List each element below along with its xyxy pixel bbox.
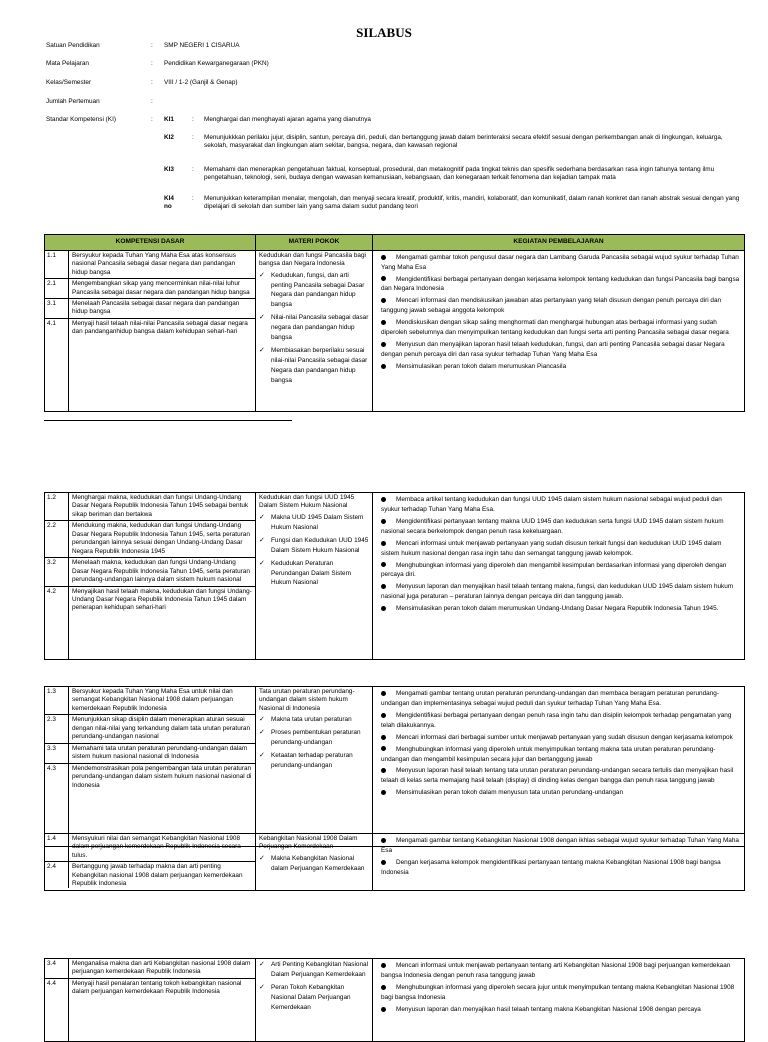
- header-kegiatan: KEGIATAN PEMBELAJARAN: [373, 235, 745, 251]
- bullet-icon: [381, 1007, 386, 1012]
- kegiatan-text: Membaca artikel tentang kedudukan dan fungsi UUD 1945 dalam sistem hukum nasional sebagai wujud peduli dan syukur terhadap Tuhan Yang Maha Esa.: [381, 496, 722, 513]
- page-title: SILABUS: [356, 25, 412, 40]
- kd-number: 1.3: [45, 687, 69, 714]
- kd-cell: [45, 687, 256, 847]
- kd-cell: [45, 959, 256, 1042]
- meta-colon: :: [151, 79, 153, 86]
- materi-item: ✓ Makna tata urutan peraturan: [259, 715, 369, 725]
- kd-number: 1.4: [45, 834, 69, 861]
- kegiatan-text: Mendiskusikan dengan sikap saling menghormati dan menghargai hubungan atas berbagai informasi yang sudah diperoleh sebelumnya dan menyimpulkan tentang kedudukan dan fungsi serta arti penting Pancasila sebagai dasar negara: [381, 319, 729, 337]
- kegiatan-item: [376, 318, 741, 338]
- kd-cell: [45, 834, 256, 891]
- kegiatan-text: Mengamati gambar tentang urutan peraturan perundang-undangan dan membaca beragam peraturan perundang-undangan dan implementasinya sebagai wujud peduli dan syukur terhadap Tuhan Yang Maha Esa.: [381, 690, 719, 707]
- kd-cell: [45, 493, 256, 660]
- kegiatan-item: [376, 1005, 741, 1015]
- kd-number: 2.2: [45, 521, 69, 557]
- kd-number: 4.2: [45, 587, 69, 659]
- table-row: [45, 687, 745, 847]
- table-row: [45, 959, 745, 1042]
- kd-item: [45, 558, 255, 586]
- meta-label: Satuan Pendidikan: [46, 42, 100, 49]
- ki-text: Menghargai dan menghayati ajaran agama yang dianutnya: [204, 116, 371, 123]
- kegiatan-item: [376, 495, 741, 515]
- header-materi-pokok: MATERI POKOK: [256, 235, 373, 251]
- kd-number: 2.3: [45, 715, 69, 742]
- kegiatan-item: [376, 836, 741, 856]
- kd-item: [45, 279, 255, 299]
- page-divider: [44, 420, 292, 421]
- kegiatan-text: Menyusun laporan dan menyajikan hasil telaah tentang makna, fungsi, dan kedudukan UUD 1945 dalam sistem hukum nasional juga peraturan – peraturan lainnya dengan percaya diri dan tanggung jawab.: [381, 583, 734, 601]
- kegiatan-item: [376, 858, 741, 878]
- ki-text: Menunjukkan keterampilan menalar, mengolah, dan menyaji secara kreatif, produktif, kritis, mandiri, kolaboratif, dan komunikatif, dalam ranah konkret dan ranah abstrak sesuai dengan yang dipelajari di sekolah dan sumber lain yang sama dalam sudut pandang teori: [204, 195, 740, 211]
- ki-code: KI3: [164, 166, 174, 173]
- bullet-icon: [381, 838, 386, 843]
- kegiatan-text: Mensimulasikan peran tokoh dalam merumuskan Undang-Undang Dasar Negara Republik Indonesia Tahun 1945.: [396, 605, 719, 613]
- bullet-icon: [381, 985, 386, 990]
- bullet-icon: [381, 606, 386, 611]
- kd-item: [45, 493, 255, 521]
- kegiatan-text: Mengidentifikasi berbagai pertanyaan dengan penuh rasa ingin tahu dan disiplin kelompok terhadap pengamatan yang telah dilakukannya.: [381, 711, 732, 729]
- materi-item: ✓ Arti Penting Kebangkitan Nasional Dalam Perjuangan Kemerdekaan: [259, 960, 369, 980]
- kegiatan-text: Mencari informasi dan mendiskusikan jawaban atas pertanyaan yang telah disusun dengan penuh percaya diri dan tanggung jawab sebagai anggota kelompok: [381, 297, 722, 315]
- materi-heading: Kedudukan dan fungsi UUD 1945 Dalam Sistem Hukum Nasional: [259, 494, 355, 510]
- kd-text: Menyajikan hasil telaah makna, kedudukan dan fungsi Undang-Undang Dasar Negara Republik Indonesia Tahun 1945 dalam penerapan kehidupan sehari-hari: [72, 587, 252, 612]
- meta-colon: :: [151, 98, 153, 105]
- meta-label: Standar Kompetensi (KI): [46, 116, 116, 123]
- kd-item: [45, 834, 255, 862]
- kegiatan-text: Menyusun dan menyajikan laporan hasil telaah kedudukan, fungsi, dan arti penting Pancasila sebagai dasar Negara dengan penuh percaya diri dan rasa syukur terhadap Tuhan Yang Maha Esa: [381, 341, 725, 358]
- kd-number: 4.3: [45, 764, 69, 846]
- kd-item: [45, 715, 255, 743]
- materi-item: ✓ Nilai-nilai Pancasila sebagai dasar negara dan pandangan hidup bangsa: [259, 313, 369, 343]
- kegiatan-text: Menghubungkan informasi yang diperoleh dan mengambil kesimpulan berdasarkan informasi yang diperoleh dengan percaya diri.: [381, 561, 727, 579]
- kd-text: Menyaji hasil penalaran tentang tokoh kebangkitan nasional dalam perjuangan kemerdekaan Republik Indonesia: [72, 979, 242, 996]
- meta-value: SMP NEGERI 1 CISARUA: [164, 42, 240, 49]
- bullet-icon: [381, 320, 386, 325]
- kd-number: 3.1: [45, 299, 69, 318]
- kegiatan-item: [376, 582, 741, 602]
- materi-heading: Kedudukan dan fungsi Pancasila bagi bangsa dan Negara Indonesia: [259, 251, 366, 268]
- syllabus-table-1: [44, 234, 745, 412]
- kd-text: Mendemonstrasikan pola pengembangan tata urutan peraturan perundang-undangan dalam sistem hukum nasional nasional di Indonesia: [72, 764, 252, 789]
- kegiatan-text: Menyusun laporan hasil telaah tentang tata urutan peraturan perundang-undangan secara tertulis dan menyajikan hasil telaah di kelas serta memajang hasil telaah (display) di dinding kelas dengan bangga dan penuh rasa tanggung jawab: [381, 767, 734, 785]
- materi-cell: [256, 687, 373, 847]
- meta-colon: :: [151, 42, 153, 49]
- kd-number: 3.2: [45, 558, 69, 585]
- meta-label: Kelas/Semester: [46, 79, 92, 86]
- kd-number: 1.2: [45, 493, 69, 520]
- kegiatan-text: Menghubungkan informasi yang diperoleh untuk menyimpulkan tentang makna tata urutan peraturan perundang-undangan dan mengambil kesimpulan secara jujur dan bertanggung jawab: [381, 745, 716, 763]
- bullet-icon: [381, 541, 386, 546]
- meta-label: Mata Pelajaran: [46, 60, 89, 67]
- ki-colon: :: [192, 116, 194, 123]
- kd-item: [45, 299, 255, 319]
- bullet-icon: [381, 691, 386, 696]
- bullet-icon: [381, 860, 386, 865]
- materi-heading: Tata urutan peraturan perundang-undangan dalam sistem hukum Nasional di Indonesia: [259, 688, 355, 712]
- materi-cell: [256, 834, 373, 891]
- kegiatan-item: [376, 275, 741, 295]
- ki-code-main: KI4: [164, 195, 174, 202]
- kegiatan-item: [376, 296, 741, 316]
- ki-code: KI2: [164, 134, 174, 141]
- materi-cell: [256, 493, 373, 660]
- kegiatan-text: Mensimulasikan peran tokoh dalam merumuskan Piancasila: [396, 362, 567, 370]
- kegiatan-item: [376, 689, 741, 709]
- materi-cell: [256, 959, 373, 1042]
- meta-colon: :: [151, 60, 153, 67]
- syllabus-table-2: [44, 492, 745, 660]
- materi-heading: Kebangkitan Nasional 1908 Dalam Perjuangan Kemerdekaan: [259, 835, 358, 851]
- kd-item: [45, 251, 255, 279]
- kegiatan-text: Mencari informasi untuk menjawab pertanyaan tentang arti Kebangkitan Nasional 1908 bagi perjuangan kemerdekaan bangsa Indonesia dengan penuh rasa tanggung jawab: [381, 962, 731, 979]
- kd-number: 2.4: [45, 862, 69, 888]
- kd-item: [45, 979, 255, 1041]
- meta-value: VIII / 1-2 (Ganjil & Genap): [164, 79, 238, 86]
- kegiatan-text: Menghubungkan informasi yang diperoleh secara jujur untuk menyimpulkan tentang makna Kebangkitan Nasional 1908 bagi bangsa Indonesia: [381, 983, 735, 1001]
- kegiatan-item: [376, 983, 741, 1003]
- kegiatan-item: [376, 561, 741, 581]
- meta-value: Pendidikan Kewarganegaraan (PKN): [164, 60, 269, 67]
- bullet-icon: [381, 963, 386, 968]
- materi-item: ✓ Ketaatan terhadap peraturan perundang-undangan: [259, 751, 369, 771]
- kegiatan-text: Mengamati gambar tokoh pengusul dasar negara dan Lambang Garuda Pancasila sebagai wujud syukur terhadap Tuhan Yang Maha Esa: [381, 253, 739, 271]
- kegiatan-text: Mencari informasi untuk menjawab pertanyaan yang sudah disusun terkait fungsi dan kedudukan UUD 1945 dalam sistem hukum nasional dengan rasa ingin tahu dan semangat tanggung jawab kelompok.: [381, 539, 722, 557]
- ki-code: KI1: [164, 116, 174, 123]
- kd-item: [45, 862, 255, 889]
- ki-text: Memahami dan menerapkan pengetahuan faktual, konseptual, prosedural, dan metakognitif pada tingkat teknis dan spesifik sederhana berdasarkan rasa ingin tahunya tentang ilmu pengetahuan, teknologi, seni, budaya dengan wawasan kemanusiaan, kebangsaan, dan kenegaraan terkait fenomena dan kejadian tampak mata: [204, 166, 715, 182]
- kegiatan-item: [376, 340, 741, 360]
- kegiatan-item: [376, 961, 741, 981]
- materi-item: ✓ Membiasakan berperilaku sesuai nilai-nilai Pancasila sebagai dasar Negara dan pandangan hidup bangsa: [259, 346, 369, 386]
- materi-item: ✓ Makna Kebangkitan Nasional dalam Perjuangan Kemerdekaan: [259, 854, 369, 874]
- bullet-icon: [381, 276, 386, 281]
- bullet-icon: [381, 584, 386, 589]
- kegiatan-text: Mengamati gambar tentang Kebangkitan Nasional 1908 dengan ikhlas sebagai wujud syukur terhadap Tuhan Yang Maha Esa: [381, 837, 739, 854]
- kegiatan-item: [376, 517, 741, 537]
- ki-code: [164, 195, 174, 212]
- ki-text: Menunjukkkan perilaku jujur, disiplin, santun, percaya diri, peduli, dan bertanggung jawab dalam berinteraksi secara efektif sesuai dengan perkembangan anak di lingkungan, keluarga, sekolah, masyarakat dan lingkungan alam sekitar, bangsa, negara, dan kawasan regional: [204, 134, 723, 150]
- kd-item: [45, 521, 255, 558]
- bullet-icon: [381, 519, 386, 524]
- kd-item: [45, 587, 255, 659]
- kegiatan-item: [376, 253, 741, 273]
- kegiatan-cell: [373, 687, 745, 847]
- kegiatan-item: [376, 766, 741, 786]
- syllabus-table-3: [44, 686, 745, 847]
- kegiatan-text: Mensimulasikan peran tokoh dalam menyusun tata urutan perundang-undangan: [396, 789, 624, 797]
- kegiatan-text: Menyusun laporan dan menyajikan hasil telaah tentang makna Kebangkitan Nasional 1908 dengan percaya: [396, 1005, 701, 1013]
- kegiatan-text: Dengan kerjasama kelompok mengidentifikasi pertanyaan tentang makna Kebangkitan Nasional 1908 bagi bangsa Indonesia: [381, 858, 721, 876]
- syllabus-table-4: [44, 833, 745, 891]
- materi-item: ✓ Kedudukan Peraturan Perundangan Dalam Sistem Hukum Nasional: [259, 559, 369, 589]
- bullet-icon: [381, 342, 386, 347]
- kegiatan-cell: [373, 493, 745, 660]
- kegiatan-cell: [373, 250, 745, 411]
- ki-colon: :: [192, 134, 194, 141]
- syllabus-table-5: [44, 958, 745, 1042]
- kd-number: 3.4: [45, 959, 69, 978]
- kd-item: [45, 959, 255, 979]
- kd-text: Memahami tata urutan peraturan perundang-undangan dalam sistem hukum nasional nasional di Indonesia: [72, 744, 248, 761]
- kegiatan-cell: [373, 834, 745, 891]
- bullet-icon: [381, 790, 386, 795]
- kegiatan-item: [376, 539, 741, 559]
- kd-number: 4.1: [45, 319, 69, 411]
- kd-item: [45, 687, 255, 715]
- kd-text: Bertanggung jawab terhadap makna dan arti penting Kebangkitan nasional 1908 dalam perjuangan kemerdekaan Republik Indonesia: [72, 863, 243, 888]
- kd-text: Mengembangkan sikap yang mencerminkan nilai-nilai luhur Pancasila sebagai dasar negara dan pandangan hidup bangsa: [72, 280, 250, 296]
- kegiatan-item: [376, 733, 741, 743]
- kd-text: Menelaah Pancasila sebagai dasar negara dan pandangan hidup bangsa: [72, 299, 240, 316]
- kd-text: Menelaah makna, kedudukan dan fungsi Undang-Undang Dasar Negara Republik Indonesia Tahun 1945, serta peraturan perundang-undangan lainnya dalam sistem hukum nasional: [72, 559, 250, 584]
- kd-text: Mendukung makna, kedudukan dan fungsi Undang-Undang Dasar Negara Republik Indonesia Tahun 1945, serta peraturan perundangan lainnya sesuai dengan Undang-Undang Dasar Negara Republik Indonesia 1945: [72, 522, 250, 555]
- meta-label: Jumlah Pertemuan: [46, 98, 100, 105]
- table-row: [45, 493, 745, 660]
- bullet-icon: [381, 364, 386, 369]
- bullet-icon: [381, 768, 386, 773]
- ki-colon: :: [192, 195, 194, 202]
- materi-item: ✓ Makna UUD 1945 Dalam Sistem Hukum Nasional: [259, 513, 369, 533]
- kd-text: Menyaji hasil telaah nilai-nilai Pancasila sebagai dasar negara dan pandanganhidup bangsa dalam kehidupan sehari-hari: [72, 319, 248, 336]
- kegiatan-item: [376, 745, 741, 765]
- bullet-icon: [381, 713, 386, 718]
- kegiatan-text: Mengidentifikasi berbagai pertanyaan dengan kerjasama kelompok tentang kedudukan dan fungsi Pancasila bagi bangsa dan Negara Indonesia: [381, 275, 740, 293]
- header-kompetensi-dasar: KOMPETENSI DASAR: [45, 235, 256, 251]
- kd-text: Menghargai makna, kedudukan dan fungsi Undang-Undang Dasar Negara Republik Indonesia Tahun 1945 sebagai bentuk sikap beriman dan bertakwa: [72, 494, 249, 518]
- bullet-icon: [381, 255, 386, 260]
- kd-number: 1.1: [45, 251, 69, 278]
- table-header-row: [45, 235, 745, 251]
- kd-item: [45, 744, 255, 764]
- kd-text: Menunjukkan sikap disiplin dalam menerapkan aturan sesuai dengan nilai-nilai yang terkandung dalam tata urutan peraturan perundang-undangan nasional: [72, 716, 250, 741]
- materi-item: ✓ Fungsi dan Kedudukan UUD 1945 Dalam Sistem Hukum Nasional: [259, 536, 369, 556]
- table-row: [45, 834, 745, 891]
- kd-text: Bersyukur kepada Tuhan Yang Maha Esa untuk nilai dan semangat Kebangkitan Nasional 1908 dalam perjuangan kemerdekaan Republik Indonesia: [72, 688, 233, 712]
- materi-item: ✓ Proses pembentukan peraturan perundang-undangan: [259, 728, 369, 748]
- meta-colon: :: [151, 116, 153, 123]
- ki-colon: :: [192, 166, 194, 173]
- kd-number: 4.4: [45, 979, 69, 1041]
- materi-item: ✓ Kedudukan, fungsi, dan arti penting Pancasila sebagai Dasar Negara dan pandangan hidup bangsa: [259, 271, 369, 311]
- kd-number: 3.3: [45, 744, 69, 763]
- bullet-icon: [381, 298, 386, 303]
- kd-cell: [45, 250, 256, 411]
- bullet-icon: [381, 562, 386, 567]
- kegiatan-cell: [373, 959, 745, 1042]
- kd-item: [45, 319, 255, 411]
- kegiatan-item: [376, 788, 741, 798]
- table-row: [45, 250, 745, 411]
- materi-cell: [256, 250, 373, 411]
- kd-text: Menganalisa makna dan arti Kebangkitan nasional 1908 dalam perjuangan kemerdekaan Republik Indonesia: [72, 960, 251, 976]
- kegiatan-text: Mencari informasi dari berbagai sumber untuk menjawab pertanyaan yang sudah disusun dengan kerjasama kelompok: [396, 733, 733, 741]
- bullet-icon: [381, 735, 386, 740]
- kd-number: 2.1: [45, 279, 69, 298]
- kegiatan-item: [376, 711, 741, 731]
- bullet-icon: [381, 746, 386, 751]
- kd-text: Mensyukuri nilai dan semangat Kebangkitan Nasional 1908 dalam perjuangan kemerdekaan Republik Indonesia secara tulus.: [72, 835, 241, 859]
- kd-text: Bersyukur kepada Tuhan Yang Maha Esa atas konsensus nasional Pancasila sebagai dasar negara dan pandangan hidup bangsa: [72, 251, 236, 276]
- kegiatan-item: [376, 362, 741, 372]
- bullet-icon: [381, 497, 386, 502]
- kegiatan-text: Mengidentifikasi pertanyaan tentang makna UUD 1945 dan kedudukan serta fungsi UUD 1945 dalam sistem hukum nasional secara berkelompok dengan penuh rasa kekeluargaan.: [381, 517, 724, 535]
- materi-item: ✓ Peran Tokoh Kebangkitan Nasional Dalam Perjuangan Kemerdekaan: [259, 983, 369, 1013]
- ki-code-suffix: no: [164, 203, 172, 211]
- kegiatan-item: [376, 604, 741, 614]
